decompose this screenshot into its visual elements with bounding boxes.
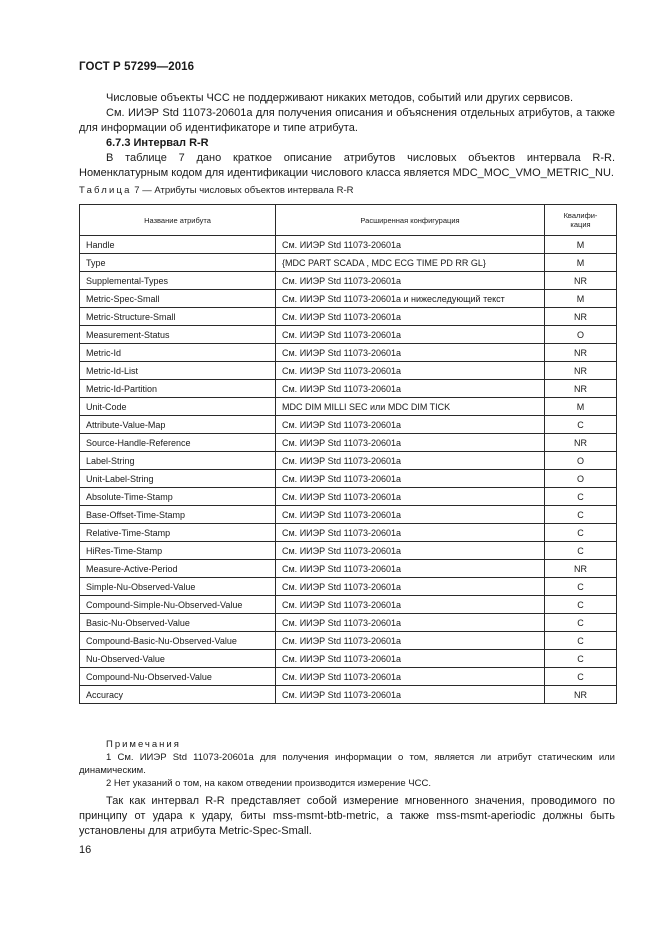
cell-qualification: M bbox=[545, 398, 617, 416]
cell-qualification: NR bbox=[545, 686, 617, 704]
cell-attribute-name: HiRes-Time-Stamp bbox=[80, 542, 276, 560]
cell-attribute-name: Accuracy bbox=[80, 686, 276, 704]
header-extended-config: Расширенная конфигурация bbox=[276, 205, 545, 236]
cell-qualification: NR bbox=[545, 272, 617, 290]
cell-qualification: C bbox=[545, 650, 617, 668]
cell-extended-config: См. ИИЭР Std 11073-20601a bbox=[276, 668, 545, 686]
cell-qualification: C bbox=[545, 668, 617, 686]
cell-qualification: C bbox=[545, 578, 617, 596]
cell-extended-config: См. ИИЭР Std 11073-20601a bbox=[276, 272, 545, 290]
cell-extended-config: См. ИИЭР Std 11073-20601a bbox=[276, 470, 545, 488]
section-title: 6.7.3 Интервал R-R bbox=[106, 137, 209, 149]
cell-attribute-name: Metric-Id-Partition bbox=[80, 380, 276, 398]
cell-qualification: NR bbox=[545, 344, 617, 362]
cell-qualification: M bbox=[545, 236, 617, 254]
cell-extended-config: См. ИИЭР Std 11073-20601a bbox=[276, 344, 545, 362]
cell-attribute-name: Measure-Active-Period bbox=[80, 560, 276, 578]
cell-extended-config: См. ИИЭР Std 11073-20601a bbox=[276, 416, 545, 434]
cell-attribute-name: Metric-Id-List bbox=[80, 362, 276, 380]
cell-qualification: C bbox=[545, 596, 617, 614]
cell-qualification: NR bbox=[545, 380, 617, 398]
cell-attribute-name: Supplemental-Types bbox=[80, 272, 276, 290]
cell-qualification: C bbox=[545, 632, 617, 650]
cell-extended-config: См. ИИЭР Std 11073-20601a bbox=[276, 542, 545, 560]
cell-extended-config: См. ИИЭР Std 11073-20601a bbox=[276, 326, 545, 344]
cell-extended-config: См. ИИЭР Std 11073-20601a bbox=[276, 686, 545, 704]
cell-extended-config: См. ИИЭР Std 11073-20601a bbox=[276, 632, 545, 650]
table-row bbox=[80, 578, 617, 596]
table-row bbox=[80, 344, 617, 362]
cell-attribute-name: Simple-Nu-Observed-Value bbox=[80, 578, 276, 596]
table-row bbox=[80, 596, 617, 614]
cell-extended-config: См. ИИЭР Std 11073-20601a bbox=[276, 308, 545, 326]
table-row bbox=[80, 488, 617, 506]
cell-extended-config: См. ИИЭР Std 11073-20601a bbox=[276, 434, 545, 452]
cell-qualification: C bbox=[545, 506, 617, 524]
table-row bbox=[80, 668, 617, 686]
cell-extended-config: См. ИИЭР Std 11073-20601a bbox=[276, 650, 545, 668]
table-row bbox=[80, 434, 617, 452]
table-caption-prefix: Таблица bbox=[79, 185, 132, 196]
intro-paragraph-2: См. ИИЭР Std 11073-20601a для получения описания и объяснения отдельных атрибутов, а также для информации об идентификаторе и типе атрибута. bbox=[79, 107, 615, 134]
cell-extended-config: См. ИИЭР Std 11073-20601a bbox=[276, 362, 545, 380]
cell-attribute-name: Absolute-Time-Stamp bbox=[80, 488, 276, 506]
header-qualification-line2: кация bbox=[570, 220, 591, 229]
table-header-row bbox=[80, 205, 617, 236]
document-header: ГОСТ Р 57299—2016 bbox=[79, 61, 195, 73]
cell-qualification: NR bbox=[545, 362, 617, 380]
table-row bbox=[80, 452, 617, 470]
table-caption-text: 7 — Атрибуты числовых объектов интервала R-R bbox=[131, 185, 354, 196]
cell-qualification: NR bbox=[545, 308, 617, 326]
table-row bbox=[80, 290, 617, 308]
table-row bbox=[80, 632, 617, 650]
table-row bbox=[80, 308, 617, 326]
cell-attribute-name: Label-String bbox=[80, 452, 276, 470]
cell-qualification: M bbox=[545, 290, 617, 308]
table-row bbox=[80, 506, 617, 524]
cell-qualification: O bbox=[545, 326, 617, 344]
cell-attribute-name: Type bbox=[80, 254, 276, 272]
cell-extended-config: См. ИИЭР Std 11073-20601a bbox=[276, 596, 545, 614]
cell-attribute-name: Base-Offset-Time-Stamp bbox=[80, 506, 276, 524]
cell-attribute-name: Compound-Nu-Observed-Value bbox=[80, 668, 276, 686]
cell-extended-config: См. ИИЭР Std 11073-20601a bbox=[276, 560, 545, 578]
cell-attribute-name: Compound-Basic-Nu-Observed-Value bbox=[80, 632, 276, 650]
table-row bbox=[80, 254, 617, 272]
cell-attribute-name: Metric-Structure-Small bbox=[80, 308, 276, 326]
cell-qualification: C bbox=[545, 524, 617, 542]
cell-extended-config: См. ИИЭР Std 11073-20601a bbox=[276, 488, 545, 506]
notes-title: Примечания bbox=[106, 739, 181, 750]
intro-paragraph-3: В таблице 7 дано краткое описание атрибутов числовых объектов интервала R-R. Номенклатурным кодом для идентификации числового класса является MDC_MOC_VMO_METRIC_NU. bbox=[79, 152, 615, 179]
cell-qualification: C bbox=[545, 488, 617, 506]
cell-extended-config: См. ИИЭР Std 11073-20601a bbox=[276, 506, 545, 524]
cell-extended-config: MDC DIM MILLI SEC или MDC DIM TICK bbox=[276, 398, 545, 416]
cell-qualification: C bbox=[545, 614, 617, 632]
cell-extended-config: См. ИИЭР Std 11073-20601a bbox=[276, 452, 545, 470]
table-body bbox=[80, 236, 617, 704]
header-qualification-line1: Квалифи- bbox=[563, 211, 598, 220]
header-attribute-name: Название атрибута bbox=[80, 205, 276, 236]
table-row bbox=[80, 524, 617, 542]
table-row bbox=[80, 416, 617, 434]
intro-paragraph-1: Числовые объекты ЧСС не поддерживают никаких методов, событий или других сервисов. bbox=[106, 92, 574, 104]
table-row bbox=[80, 236, 617, 254]
cell-extended-config: См. ИИЭР Std 11073-20601a bbox=[276, 614, 545, 632]
note-2: 2 Нет указаний о том, на каком отведении производится измерение ЧСС. bbox=[106, 778, 431, 789]
table-row bbox=[80, 380, 617, 398]
cell-extended-config: См. ИИЭР Std 11073-20601a и нижеследующий текст bbox=[276, 290, 545, 308]
cell-qualification: NR bbox=[545, 560, 617, 578]
cell-attribute-name: Unit-Label-String bbox=[80, 470, 276, 488]
cell-qualification: M bbox=[545, 254, 617, 272]
table-row bbox=[80, 362, 617, 380]
cell-attribute-name: Basic-Nu-Observed-Value bbox=[80, 614, 276, 632]
cell-qualification: NR bbox=[545, 434, 617, 452]
cell-extended-config: См. ИИЭР Std 11073-20601a bbox=[276, 578, 545, 596]
cell-attribute-name: Source-Handle-Reference bbox=[80, 434, 276, 452]
cell-attribute-name: Attribute-Value-Map bbox=[80, 416, 276, 434]
table-row bbox=[80, 686, 617, 704]
table-caption bbox=[79, 185, 353, 196]
table-row bbox=[80, 326, 617, 344]
table-row bbox=[80, 470, 617, 488]
cell-extended-config: См. ИИЭР Std 11073-20601a bbox=[276, 236, 545, 254]
cell-attribute-name: Metric-Id bbox=[80, 344, 276, 362]
cell-qualification: O bbox=[545, 452, 617, 470]
cell-qualification: O bbox=[545, 470, 617, 488]
notes-section bbox=[79, 738, 615, 790]
table-row bbox=[80, 272, 617, 290]
cell-extended-config: {MDC PART SCADA , MDC ECG TIME PD RR GL} bbox=[276, 254, 545, 272]
table-row bbox=[80, 542, 617, 560]
note-1: 1 См. ИИЭР Std 11073-20601a для получения информации о том, является ли атрибут статическим или динамическим. bbox=[79, 752, 615, 776]
intro-section bbox=[79, 91, 615, 181]
cell-attribute-name: Relative-Time-Stamp bbox=[80, 524, 276, 542]
cell-qualification: C bbox=[545, 416, 617, 434]
attributes-table bbox=[79, 204, 617, 704]
cell-extended-config: См. ИИЭР Std 11073-20601a bbox=[276, 524, 545, 542]
table-row bbox=[80, 614, 617, 632]
cell-qualification: C bbox=[545, 542, 617, 560]
final-paragraph-text: Так как интервал R-R представляет собой измерение мгновенного значения, проводимого по принципу от удара к удару, биты mss-msmt-btb-metric, а также mss-msmt-aperiodic должны быть установлены для атрибута Metric-Spec-Small. bbox=[79, 795, 615, 837]
cell-attribute-name: Nu-Observed-Value bbox=[80, 650, 276, 668]
cell-extended-config: См. ИИЭР Std 11073-20601a bbox=[276, 380, 545, 398]
final-paragraph bbox=[79, 794, 615, 839]
table-row bbox=[80, 560, 617, 578]
cell-attribute-name: Compound-Simple-Nu-Observed-Value bbox=[80, 596, 276, 614]
header-qualification bbox=[545, 205, 617, 236]
cell-attribute-name: Metric-Spec-Small bbox=[80, 290, 276, 308]
table-row bbox=[80, 398, 617, 416]
cell-attribute-name: Handle bbox=[80, 236, 276, 254]
cell-attribute-name: Measurement-Status bbox=[80, 326, 276, 344]
table-row bbox=[80, 650, 617, 668]
page-number: 16 bbox=[79, 844, 92, 856]
cell-attribute-name: Unit-Code bbox=[80, 398, 276, 416]
